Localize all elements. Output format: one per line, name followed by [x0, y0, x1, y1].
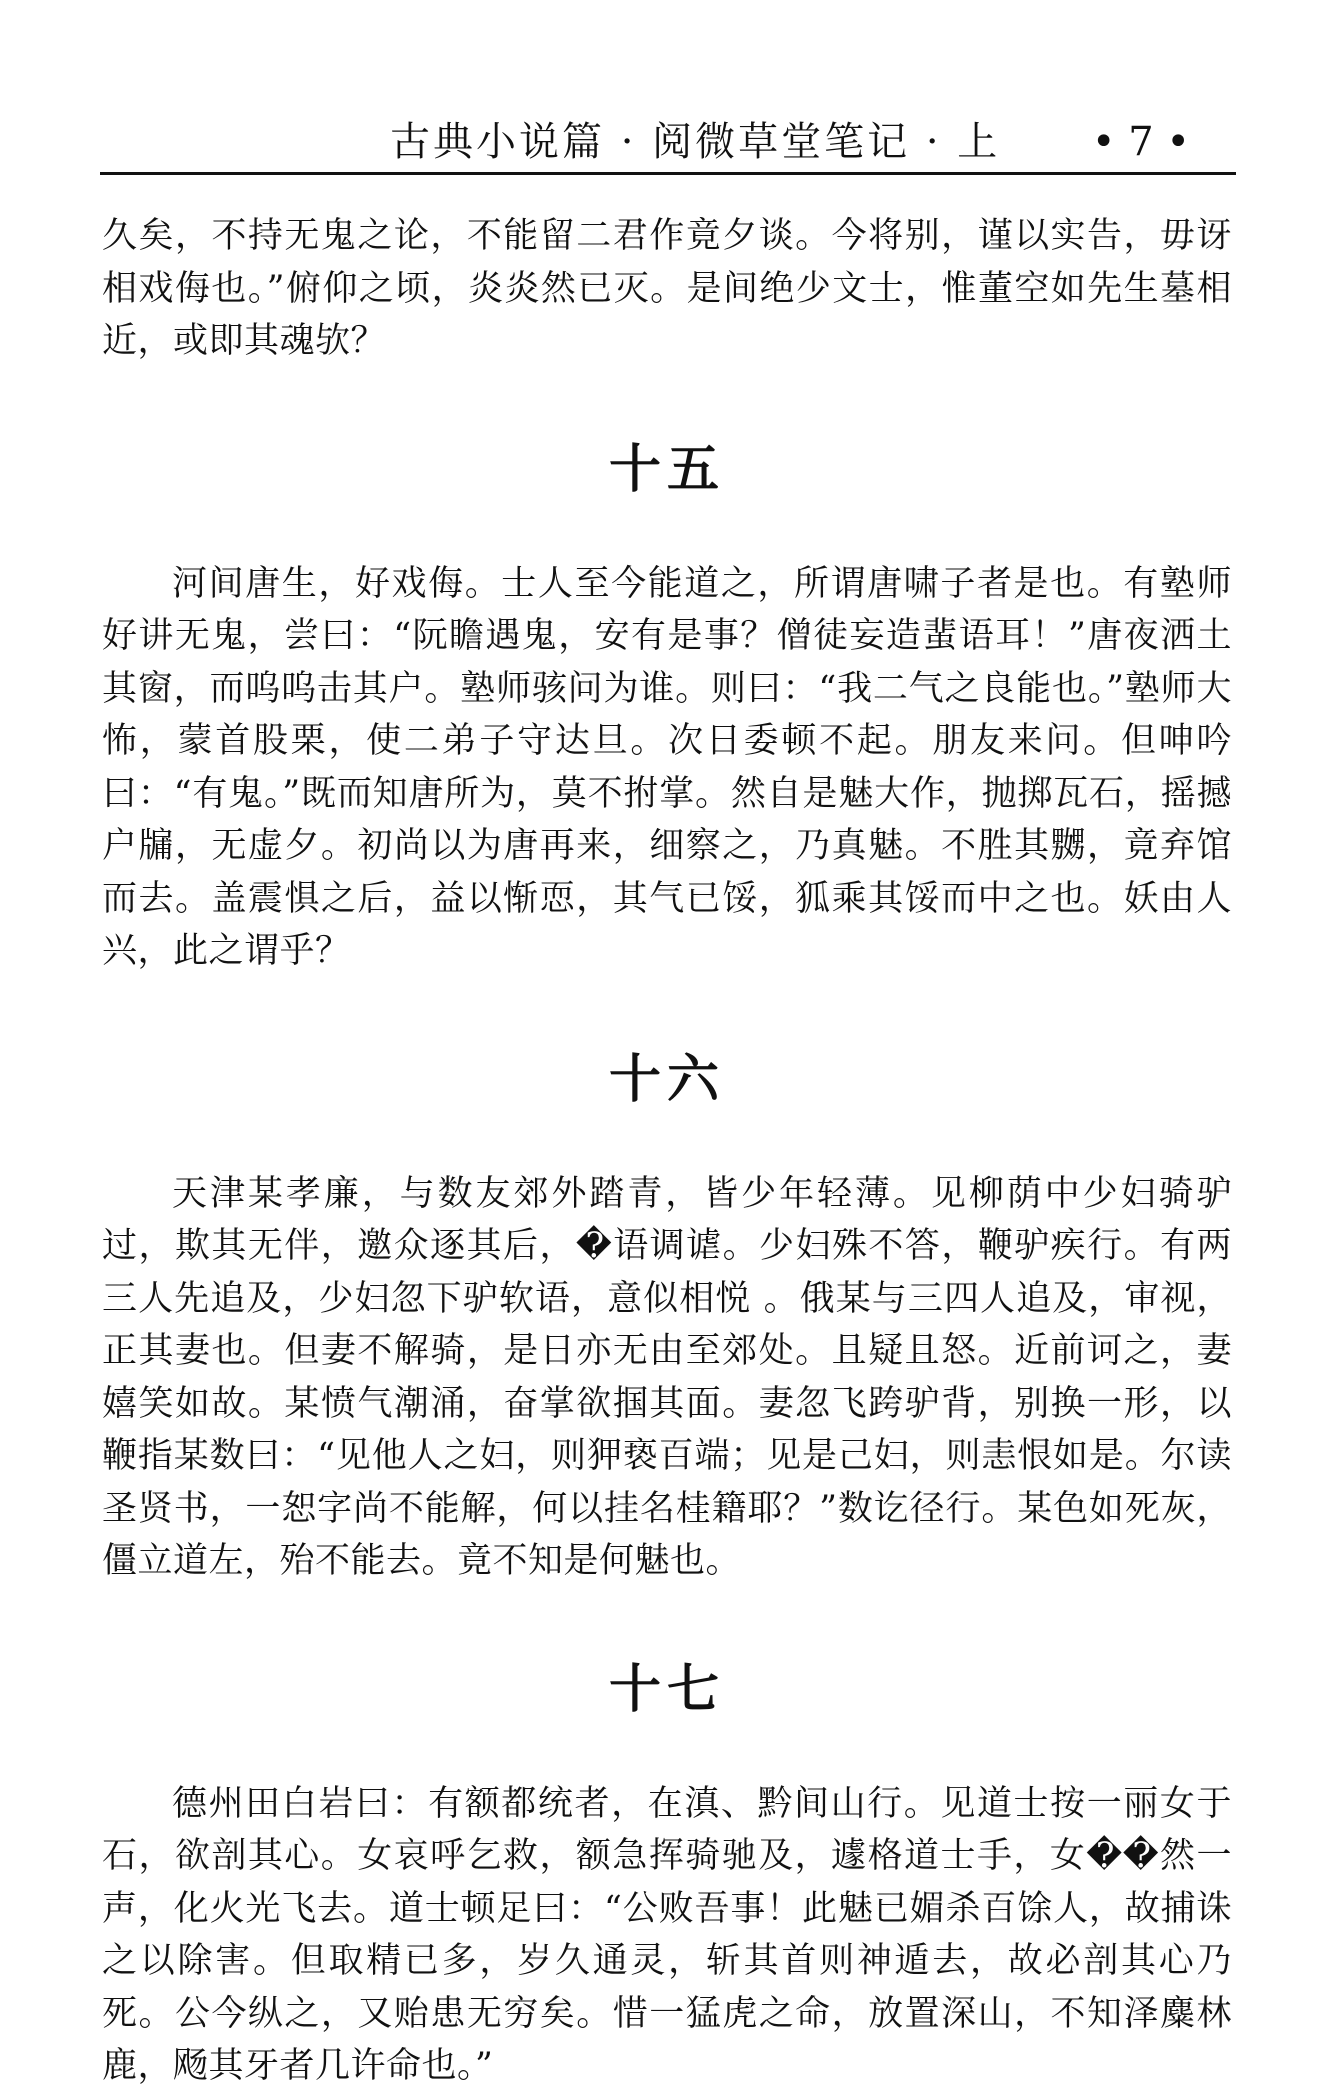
section-spacer — [102, 368, 1232, 440]
running-header — [100, 112, 1236, 172]
header-rule — [100, 172, 1236, 175]
section-spacer — [102, 500, 1232, 558]
section-paragraph-17: 德州田白岩曰：有额都统者，在滇、黔间山行。见道士按一丽女于石，欲剖其心。女哀呼乞救，额急挥骑驰及，遽格道士手，女��然一声，化火光飞去。道士顿足曰：“公败吾事！此魅已媚杀百馀人，故捕诛之以除害。但取精已多，岁久通灵，斩其首则神遁去，故必剖其心乃死。公今纵之，又贻患无穷矣。惜一猛虎之命，放置深山，不知泽麋林鹿，飏其牙者几许命也。” — [102, 1783, 1232, 2086]
section-spacer — [102, 978, 1232, 1050]
section-heading-17: 十七 — [608, 1658, 725, 1720]
continuation-paragraph: 久矣，不持无鬼之论，不能留二君作竟夕谈。今将别，谨以实告，毋讶相戏侮也。”俯仰之顷，炎炎然已灭。是间绝少文士，惟董空如先生墓相近，或即其魂欤？ — [102, 216, 1232, 361]
body-text — [102, 210, 1232, 2093]
page-number: • 7 • — [1091, 119, 1190, 165]
running-header-title: 古典小说篇 · 阅微草堂笔记 · 上 — [390, 119, 1001, 165]
section-heading-16: 十六 — [608, 1048, 725, 1110]
section-spacer — [102, 1588, 1232, 1660]
section-spacer — [102, 1720, 1232, 1778]
section-heading-15: 十五 — [608, 438, 725, 500]
section-paragraph-15: 河间唐生，好戏侮。士人至今能道之，所谓唐啸子者是也。有塾师好讲无鬼，尝曰：“阮瞻遇鬼，安有是事？僧徒妄造蜚语耳！”唐夜洒土其窗，而呜呜击其户。塾师骇问为谁。则曰：“我二气之良能也。”塾师大怖，蒙首股栗，使二弟子守达旦。次日委顿不起。朋友来问。但呻吟曰：“有鬼。”既而知唐所为，莫不拊掌。然自是魅大作，抛掷瓦石，摇撼户牖，无虚夕。初尚以为唐再来，细察之，乃真魅。不胜其嬲，竟弃馆而去。盖震惧之后，益以惭恧，其气已馁，狐乘其馁而中之也。妖由人兴，此之谓乎？ — [102, 563, 1232, 971]
section-spacer — [102, 1110, 1232, 1168]
section-paragraph-16: 天津某孝廉，与数友郊外踏青，皆少年轻薄。见柳荫中少妇骑驴过，欺其无伴，邀众逐其后，�语调谑。少妇殊不答，鞭驴疾行。有两三人先追及，少妇忽下驴软语，意似相悦 。俄某与三四人追及，审视，正其妻也。但妻不解骑，是日亦无由至郊处。且疑且怒。近前诃之，妻嬉笑如故。某愤气潮涌，奋掌欲掴其面。妻忽飞跨驴背，别换一形，以鞭指某数曰：“见他人之妇，则狎亵百端；见是己妇，则恚恨如是。尔读圣贤书，一恕字尚不能解，何以挂名桂籍耶？”数讫径行。某色如死灰，僵立道左，殆不能去。竟不知是何魅也。 — [102, 1173, 1232, 1581]
